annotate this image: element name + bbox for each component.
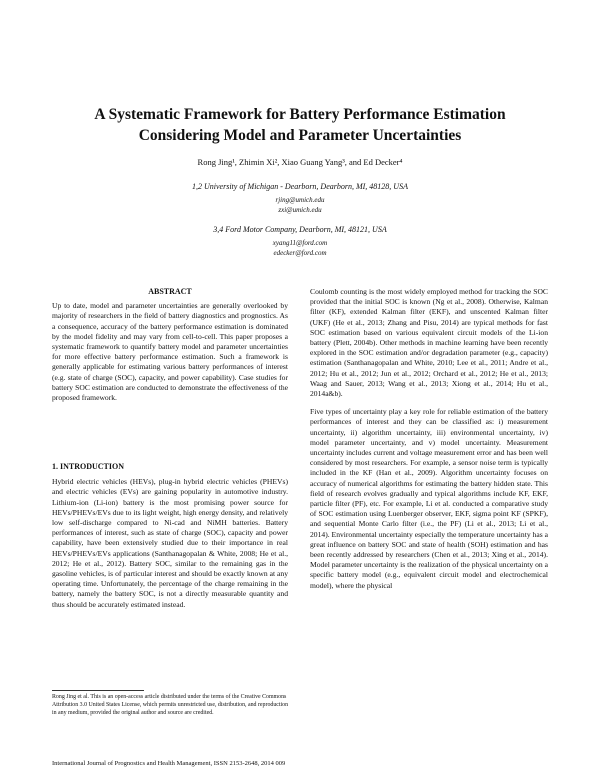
abstract-heading: ABSTRACT [148,287,192,296]
affiliation-2: 3,4 Ford Motor Company, Dearborn, MI, 48121, USA [213,225,387,234]
footnote-divider [52,690,144,691]
abstract-section [52,287,288,403]
affiliation-1: 1,2 University of Michigan - Dearborn, Dearborn, MI, 48128, USA [192,182,408,191]
right-paragraph-1: Coulomb counting is the most widely employed method for tracking the SOC provided that the initial SOC is known (Ng et al., 2008). Otherwise, Kalman filter (KF), extended Kalman filter (EKF), and unscented Kalman filter (UKF) (He et al., 2013; Zhang and Pisu, 2014) are typical methods for fast SOC estimation based on various equivalent circuit models of the Li-ion battery (Plett, 2004b). Other methods in machine learning have been recently explored in the SOC estimation and/or degradation parameter (e.g., capacity) estimation (Santhanagopalan and White, 2010; Lee et al., 2011; Andre et al., 2012; Hu et al., 2012; Jun et al., 2012; Orchard et al., 2012; He et al., 2013; Waag and Sauer, 2013; Wang et al., 2013; Xiong et al., 2014; Hu et al., 2014a&b). [310,287,548,399]
email-4: edecker@ford.com [273,249,327,257]
title-line-1: A Systematic Framework for Battery Performance Estimation [94,106,506,123]
journal-footer: International Journal of Prognostics and Health Management, ISSN 2153-2648, 2014 009 [52,760,286,767]
title-line-2: Considering Model and Parameter Uncertainties [138,127,462,144]
introduction-heading: 1. INTRODUCTION [52,462,125,471]
introduction-text: Hybrid electric vehicles (HEVs), plug-in hybrid electric vehicles (PHEVs) and electric vehicles (EVs) are gaining popularity in automotive industry. Lithium-ion (Li-ion) battery is the most promising power source for HEVs/PHEVs/EVs due to its light weight, high energy density, and relatively low self-discharge compared to Ni-cad and NiMH batteries. Battery performances of interest, such as state of charge (SOC), capacity and power capability, have been extensively studied due to their importance in real HEVs/PHEVs/EVs applications (Santhanagopalan & White, 2008; He et al., 2012; He et al., 2012). Battery SOC, similar to the remaining gas in the gasoline vehicles, is of particular interest and should be exactly known at any operating time. Unfortunately, the percentage of the charge remaining in the battery, namely the battery SOC, is not a directly measurable quantity and thus should be accurately estimated instead. [52,477,288,609]
paper-title [40,104,560,146]
right-column [310,287,548,591]
author-list: Rong Jing¹, Zhimin Xi², Xiao Guang Yang³, and Ed Decker⁴ [197,157,403,167]
abstract-text: Up to date, model and parameter uncertainties are generally overlooked by majority of researchers in the field of battery diagnostics and prognostics. As a consequence, accuracy of the battery performance estimation is dominated by the model fidelity and may vary from cell-to-cell. This paper proposes a systematic framework to quantify battery model and parameter uncertainties for more effective battery performance estimation. Such a framework is generally applicable for estimating various battery performances of interest (e.g. state of charge (SOC), capacity, and power capability). Case studies for battery SOC estimation are conducted to demonstrate the effectiveness of the proposed framework. [52,301,288,403]
introduction-section [52,462,288,610]
license-footnote: Rong Jing et al. This is an open-access article distributed under the terms of the Creative Commons Attribution 3.0 United States License, which permits unrestricted use, distribution, and reproduction in any medium, provided the original author and source are credited. [52,694,289,717]
email-3: xyang11@ford.com [272,239,328,247]
email-1: rjing@umich.edu [275,196,325,204]
email-2: zxi@umich.edu [278,206,322,214]
right-paragraph-2: Five types of uncertainty play a key role for reliable estimation of the battery performances of interest and they can be classified as: i) measurement uncertainty, ii) algorithm uncertainty, iii) environmental uncertainty, iv) model parameter uncertainty, and v) model uncertainty. Measurement uncertainty includes current and voltage measurement error and has been well considered by most researchers. For example, a sensor noise term is typically included in the KF (Han et al., 2009). Algorithm uncertainty focuses on accuracy of numerical algorithms for estimating the battery hidden state. This field of research evolves gradually and typical algorithms include KF, EKF, particle filter (PF), etc. For example, Li et al. conducted a comparative study of SOC estimation using Luenberger observer, EKF, sigma point KF (SPKF), and sequential Monte Carlo filter (i.e., the PF) (Li et al., 2013; Li et al., 2014). Environmental uncertainty especially the temperature uncertainty has a great influence on battery SOC and state of health (SOH) estimation and has been recently addressed by researchers (Chen et al., 2013; Xing et al., 2014). Model parameter uncertainty is the realization of the physical uncertainty on a specific battery model (e.g., equivalent circuit model and electrochemical model), where the physical [310,407,548,590]
